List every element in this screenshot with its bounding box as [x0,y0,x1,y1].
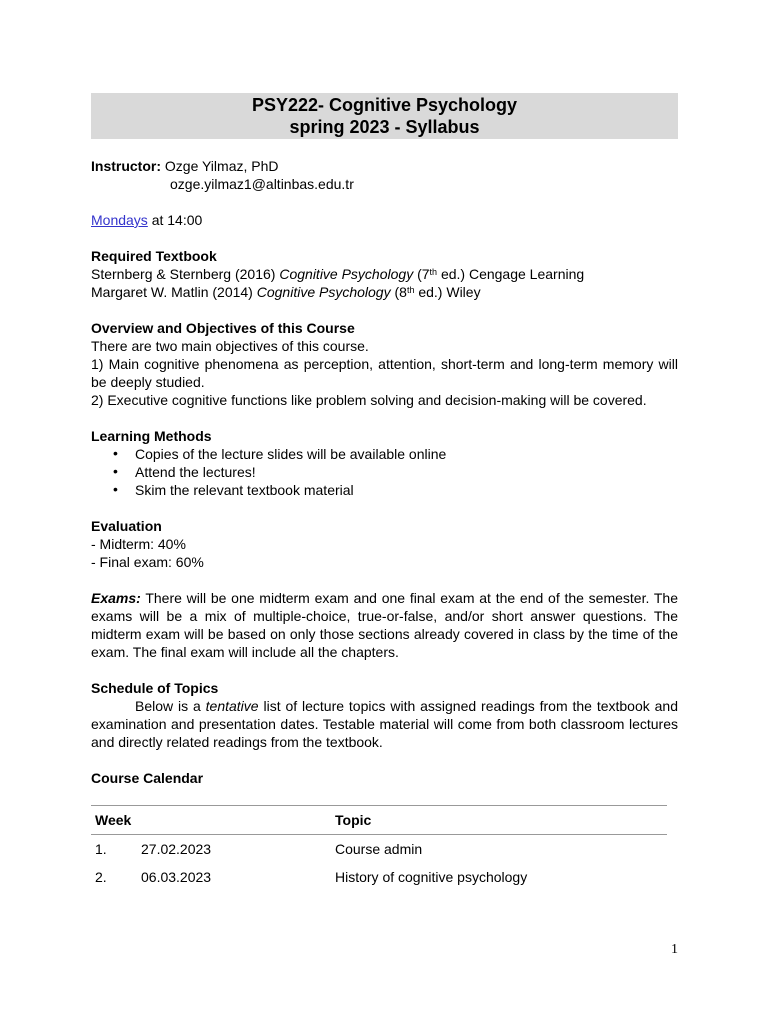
week-number: 1. [95,841,107,857]
overview-intro: There are two main objectives of this course. [91,338,369,354]
meeting-time [91,211,678,229]
title-banner [91,93,678,139]
instructor-email: ozge.yilmaz1@altinbas.edu.tr [170,176,354,192]
calendar-heading: Course Calendar [91,770,204,786]
book-title: Cognitive Psychology [256,284,391,300]
topics-paragraph: Below is a tentative list of lecture topics with assigned readings from the textbook and examination and presentation dates. Testable material will come from both classroom lectures and directly related readings from the textbook. [91,698,678,750]
exams-text: There will be one midterm exam and one final exam at the end of the semester. The exams will be a mix of multiple-choice, true-or-false, and/or short answer questions. The midterm exam will be based on only those sections already covered in class by the time of the exam. The final exam will include all the chapters. [91,590,678,660]
instructor-label: Instructor: [91,158,161,174]
objective-item: 1) Main cognitive phenomena as perception, attention, short-term and long-term memory will be deeply studied. [91,356,678,390]
syllabus-page [91,93,678,891]
list-item: • Skim the relevant textbook material [91,481,678,499]
evaluation-section [91,517,678,571]
week-topic: Course admin [335,841,423,857]
table-row [91,863,667,891]
topics-heading: Schedule of Topics [91,680,219,696]
learning-heading: Learning Methods [91,428,212,444]
overview-section [91,319,678,409]
exams-label: Exams: [91,590,141,606]
week-number: 2. [95,869,107,885]
topic-column-header: Topic [335,812,372,828]
list-item: • Attend the lectures! [91,463,678,481]
textbook-section [91,247,678,301]
textbook-heading: Required Textbook [91,248,217,264]
list-item: • Copies of the lecture slides will be available online [91,445,678,463]
evaluation-heading: Evaluation [91,518,162,534]
week-topic: History of cognitive psychology [335,869,528,885]
calendar-section [91,769,678,891]
course-calendar-table [91,805,667,891]
table-header-row [91,806,667,835]
overview-heading: Overview and Objectives of this Course [91,320,355,336]
term-title: spring 2023 - Syllabus [289,117,480,137]
instructor-name: Ozge Yilmaz, PhD [164,158,279,174]
learning-list [91,445,678,499]
course-title: PSY222- Cognitive Psychology [251,95,518,115]
objective-item: 2) Executive cognitive functions like problem solving and decision-making will be covered. [91,392,647,408]
exams-paragraph [91,589,678,661]
meeting-time-text: at 14:00 [147,212,203,228]
evaluation-item: - Final exam: 60% [91,554,204,570]
textbook-item: Sternberg & Sternberg (2016) Cognitive Psychology (7th ed.) Cengage Learning [91,266,585,282]
textbook-item: Margaret W. Matlin (2014) Cognitive Psychology (8th ed.) Wiley [91,284,481,300]
week-date: 06.03.2023 [141,869,212,885]
learning-section [91,427,678,499]
mondays-link[interactable]: Mondays [91,212,148,228]
week-column-header: Week [95,812,132,828]
week-date: 27.02.2023 [141,841,212,857]
table-row [91,835,667,864]
book-title: Cognitive Psychology [279,266,414,282]
evaluation-item: - Midterm: 40% [91,536,186,552]
instructor-block [91,157,678,193]
page-number: 1 [671,942,678,957]
topics-section [91,679,678,751]
